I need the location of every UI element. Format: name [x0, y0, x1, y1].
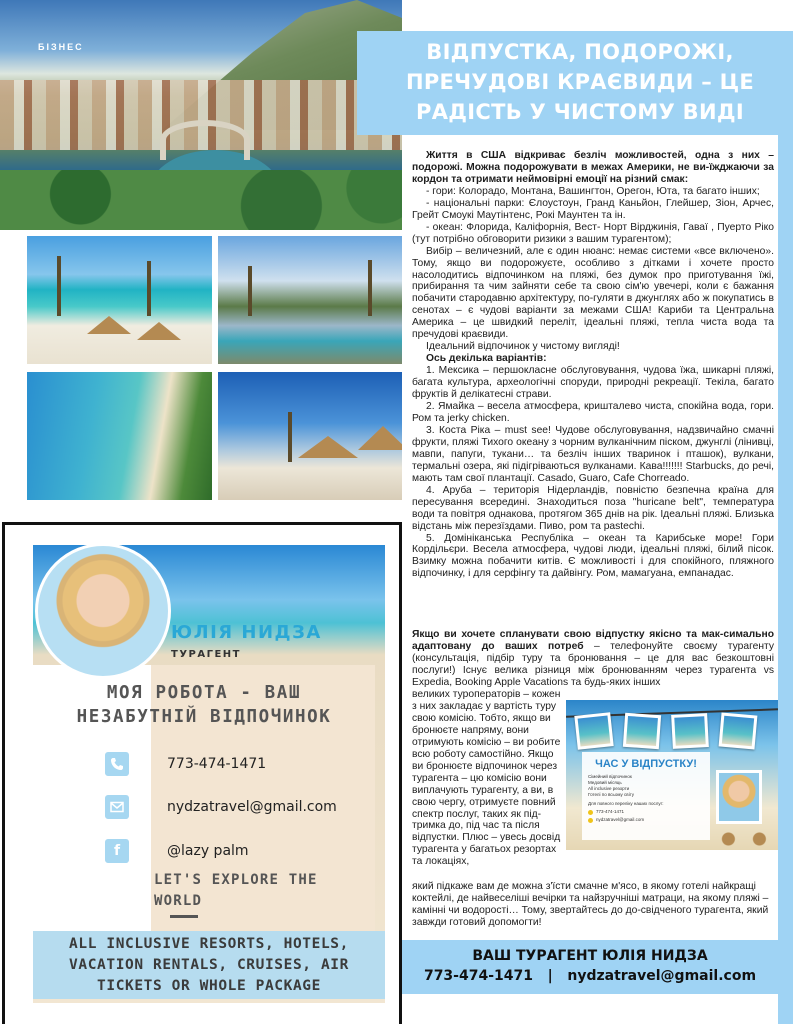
variant-item: 3. Коста Ріка – must see! Чудове обслуговування, надзвичайно смачні фрукти, пляжі Тихого океану з чорним вулканічним піском, джунглі (лінивці, мавпи, папуги, тукани… та безліч інших тваринок і пташок), вулкани, термальні озера, які підігріваються вулканами. Кава!!!!!!! Starbucks, до речі, мають там свої плантації. Casado, Guaro, Cafe Chorreado.	[412, 424, 774, 484]
mini-ad-item: All inclusive резорти	[588, 786, 630, 791]
mini-ad-list	[588, 774, 704, 798]
section-label: БІЗНЕС	[38, 42, 84, 52]
contact-social-row[interactable]	[105, 838, 249, 864]
article-narrow-column	[412, 689, 562, 868]
banner-separator: |	[547, 968, 553, 984]
agent-slogan	[33, 681, 375, 729]
article-narrow-text: великих туроператорів – кожен з них закладає у вартість туру свою комісію. Тобто, якщо ви бронюєте напряму, вони отримують комісію – ви робите всю роботу самостійно. Якщо ви бронюєте відпочинок через турагента – цю комісію вони виплачують турагенту, а ви, в свою чергу, отримуєте повний спектр послуг, таких як під-тримка до, під час та після відпустки. Плюс – увесь досвід турагента у багатьох резортах та локаціях,	[412, 689, 561, 868]
variant-item: 4. Аруба – територія Нідерландів, повністю безпечна країна для пересування всередині. Знаходиться поза "huricane belt", температура води та повітря однакова, протягом 365 днів на рік. Ідеальні пляжі. Близька відстань між перезїздами. Пиво, ром та pastechi.	[412, 484, 774, 532]
banner-title: ВАШ ТУРАГЕНТ ЮЛІЯ НИДЗА	[472, 948, 708, 964]
explore-underline	[170, 915, 198, 918]
mini-ad-item: Готелі по всьому світу	[588, 792, 635, 797]
mini-ad-item: Сімейний відпочинок	[588, 774, 632, 779]
phone-icon	[105, 752, 129, 776]
agent-social[interactable]: @lazy palm	[167, 843, 249, 859]
services-bar: ALL INCLUSIVE RESORTS, HOTELS, VACATION RENTALS, CRUISES, AIR TICKETS OR WHOLE PACKAGE	[33, 931, 385, 999]
article-intro: Життя в США відкриває безліч можливостей, одна з них – подорожі. Можна подорожувати в межах Америки, не ви-їжджаючи за кордон та отримати неймовірні емоції на різний смак:	[412, 150, 774, 185]
page-title: ВІДПУСТКА, ПОДОРОЖІ, ПРЕЧУДОВІ КРАЄВИДИ – ЦЕ РАДІСТЬ У ЧИСТОМУ ВИДІ	[405, 40, 755, 124]
right-accent-strip	[778, 135, 793, 1024]
agent-phone[interactable]: 773-474-1471	[167, 756, 267, 772]
mini-ad-email: nydzatravel@gmail.com	[588, 817, 704, 822]
agent-ad	[2, 522, 402, 1024]
bottom-banner	[402, 940, 778, 994]
mini-ad-title: ЧАС У ВІДПУСТКУ!	[595, 758, 697, 770]
photo-tropical-coast	[27, 372, 212, 500]
agent-role: ТУРАГЕНТ	[171, 649, 241, 660]
article-choice: Вибір – величезний, але є один нюанс: немає системи «все включено». Тому, якщо ви подорожуєте, особливо з дітками і хочете просто насолодитись відпочинком на пляжі, без думок про приготування їжі, прибирання та чим зайняти себе та свою сім'ю увечері, коли є бажання побачити стародавню архітектуру, по-гуляти в джунглях або ж покупатись в сенотах – є чудові варіанти за межами США! Кариби та Центральна Америка – це швидкий переліт, ідеальні пляжі, тепла чиста вода та пречудові краєвиди.	[412, 245, 774, 341]
hero-photo-mostar	[0, 0, 402, 230]
mini-ad-vacation	[566, 700, 778, 850]
article-plan	[412, 629, 774, 689]
mini-ad-agent-photo	[716, 770, 762, 824]
mini-ad-item: Медовий місяць	[588, 780, 622, 785]
plan-rest: – телефонуйте своєму турагенту (консультація, підбір туру та бронювання – це для вас безкоштовні послуги!) Існує велика різниця між бронюванням через турагента vs Expedia, Booking Apple Vacations та будь-яких інших	[412, 640, 774, 688]
variant-item: 2. Ямайка – весела атмосфера, кришталево чиста, спокійна вода, гори. Ром та jerky chicken.	[412, 401, 774, 424]
agent-photo	[35, 543, 171, 679]
photo-resort-pool	[218, 236, 402, 364]
photo-beach-huts	[218, 372, 402, 500]
slogan-line: НЕЗАБУТНІЙ ВІДПОЧИНОК	[76, 707, 332, 727]
variant-item: 1. Мексика – першокласне обслуговування, чудова їжа, шикарні пляжі, багата культура, археологічні споруди, природні рекреації. Текіла, багато фруктів й делікатесні страви.	[412, 365, 774, 401]
article-bullet: - океан: Флорида, Каліфорнія, Вест- Норт Вірджинія, Гаваї , Пуерто Ріко (тут потрібно обговорити ризики з вашим турагентом);	[412, 221, 774, 245]
mini-ad-card	[582, 752, 710, 840]
contact-phone-row[interactable]	[105, 751, 266, 777]
envelope-icon	[105, 795, 129, 819]
agent-email[interactable]: nydzatravel@gmail.com	[167, 799, 337, 815]
variants-heading: Ось декілька варіантів:	[426, 353, 547, 365]
slogan-line: МОЯ РОБОТА - ВАШ	[106, 683, 302, 703]
mini-ad-note: Для повного переліку наших послуг:	[588, 801, 664, 806]
facebook-icon: f	[105, 839, 129, 863]
banner-email[interactable]: nydzatravel@gmail.com	[567, 968, 757, 984]
banner-phone[interactable]: 773-474-1471	[423, 968, 533, 984]
contact-email-row[interactable]	[105, 794, 337, 820]
agent-name: ЮЛІЯ НИДЗА	[171, 622, 322, 643]
banner-contacts	[402, 966, 778, 986]
explore-text: LET'S EXPLORE THE WORLD	[154, 872, 318, 909]
article-bullet: - гори: Колорадо, Монтана, Вашингтон, Орегон, Юта, та багато інших;	[426, 185, 760, 197]
photo-beach-umbrellas	[27, 236, 212, 364]
article-bullet: - національні парки: Єлоустоун, Гранд Каньйон, Глейшер, Зіон, Арчес, Грейт Смоукі Маутінтенс, Рокі Маунтен та ін.	[412, 197, 774, 221]
article-tail-text: який підкаже вам де можна з'їсти смачне м'ясо, в якому готелі найкращі коктейлі, де найвеселіші вечірки та найзручніші матраци, на якому пляжі – камінні чи водорості… Тому, звертайтесь до до-свідченого турагента, який завжди готовий допомогти!	[412, 881, 769, 928]
mini-ad-phone: 773-474-1471	[588, 809, 704, 814]
variant-item: 5. Домініканська Республіка – океан та Карибське море! Гори Кордільєри. Весела атмосфера, чудові люди, ідеальні пляжі, білий пісок. Взимку можна побачити китів. Є можливості і для спокійного, пляжного відпочинку, і для серфінгу та дайвінгу. Ром, мамагуана, емпанадас.	[412, 532, 774, 580]
title-box	[357, 31, 793, 135]
article-ideal: Ідеальний відпочинок у чистому вигляді!	[426, 341, 620, 353]
article-tail	[412, 881, 774, 929]
plan-bold: Якщо ви хочете спланувати свою відпустку якісно та мак-симально адаптовану до ваших потреб	[412, 629, 774, 652]
article-body	[412, 150, 774, 580]
